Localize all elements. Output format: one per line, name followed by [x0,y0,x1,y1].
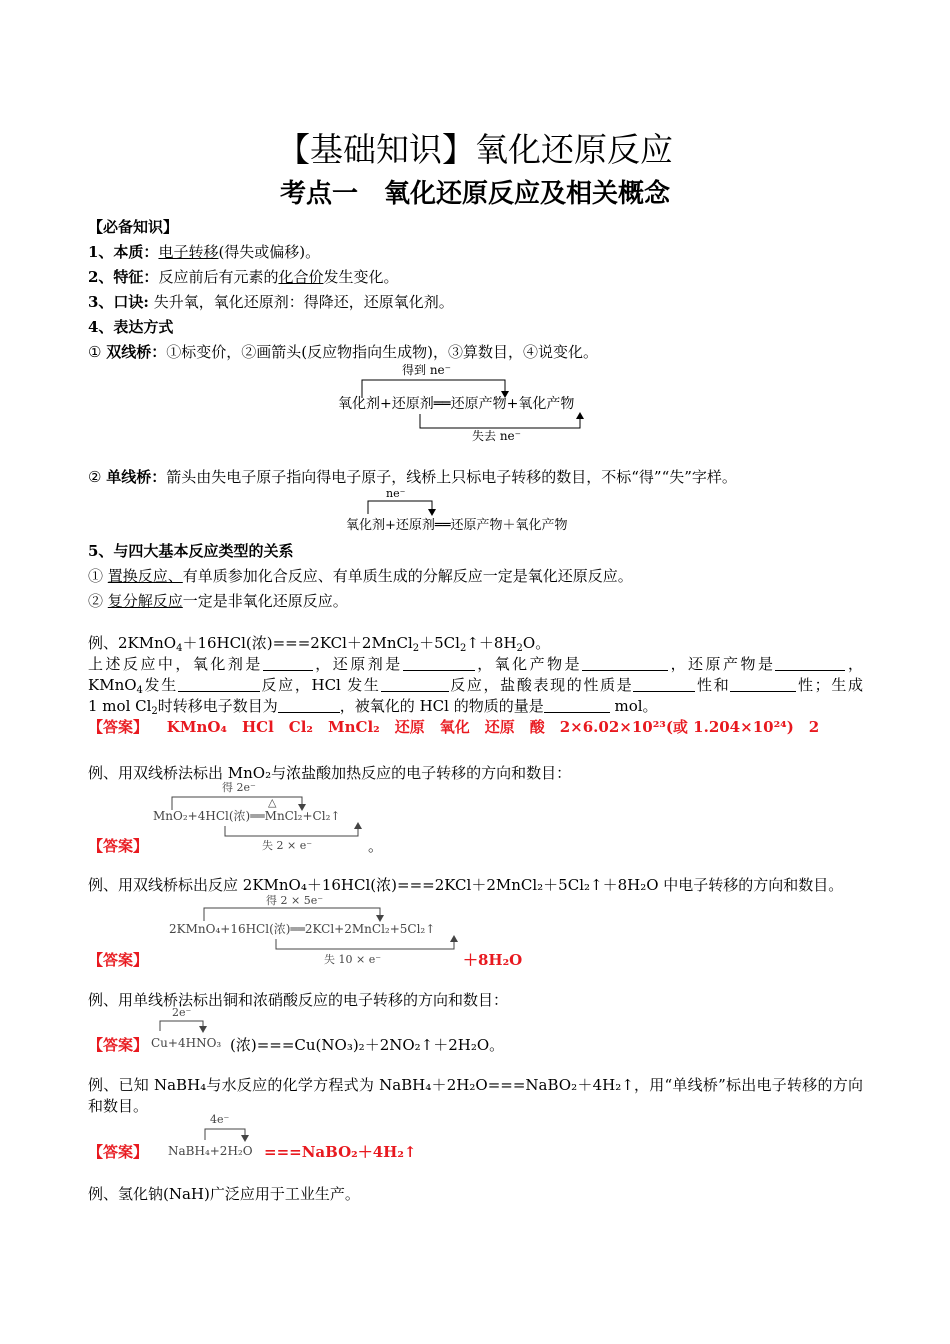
ex3-top-arrowhead [376,915,384,922]
point-5a-text: 有单质参加化合反应、有单质生成的分解反应一定是氧化还原反应。 [182,567,633,585]
example-3-text: 例、用双线桥标出反应 2KMnO₄＋16HCl(浓)===2KCl＋2MnCl₂＋5Cl₂↑＋8H₂O 中电子转移的方向和数目。 [88,876,844,894]
ex1-sub: 4 [176,643,183,654]
ex1-q-text: 上述反应中，氧化剂是 [88,655,263,673]
point-2-label: 2、特征： [88,268,159,286]
diagram-2-bridge [368,501,432,514]
answer-blank[interactable] [544,697,610,713]
ex1-q-text: KMnO [88,676,137,694]
ex1-q-text: 时转移电子数目为 [157,697,278,715]
double-bridge-diagram [330,360,630,446]
point-4b-text: 箭头由失电子原子指向得电子原子，线桥上只标电子转移的数目，不标“得”“失”字样。 [166,468,737,486]
point-1-term: 电子转移 [158,243,219,261]
ex5-equation: NaBH₄+2H₂O [168,1144,253,1158]
ex1-q-text: 性；生成 [796,676,863,694]
example-2-answer [88,836,863,857]
diagram-2-top-label: ne⁻ [386,487,406,500]
point-5a [88,566,863,587]
example-1-question-line-2 [88,675,863,696]
ex2-bottom-arrowhead [354,822,362,829]
answer-label: 【答案】 [88,1036,149,1054]
ex1-q-text: 性和 [695,676,731,694]
answer-blank[interactable] [633,676,695,692]
ex4-equation: Cu+4HNO₃ [151,1036,222,1050]
ex3-top-bridge [204,908,380,921]
point-3-text: 失升氧，氧化还原剂：得降还，还原氧化剂。 [148,293,454,311]
example-1-question-line-1 [88,654,863,675]
example-1-answer [88,717,863,738]
ex3-tail: ＋8H₂O [463,951,523,969]
ex2-top-label: 得 2e⁻ [222,781,256,794]
answer-blank[interactable] [403,655,475,671]
ex1-q-text: ，被氧化的 HCl 的物质的量是 [339,697,544,715]
answer-label: 【答案】 [88,951,149,969]
diagram-2-equation: 氧化剂+还原剂══还原产物＋氧化产物 [346,518,568,533]
single-bridge-diagram [340,486,620,534]
answer-blank[interactable] [582,655,668,671]
ex3-bottom-bridge [276,939,454,949]
ex1-q-text: ，还原产物是 [668,655,776,673]
ex3-bottom-label: 失 10 × e⁻ [324,953,382,966]
ex1-sub: 2 [459,643,467,654]
ex2-tail: 。 [368,837,384,855]
ex1-sub: 2 [151,706,158,717]
diagram-1-equation: 氧化剂+还原剂══还原产物+氧化产物 [338,396,575,412]
answer-blank[interactable] [178,676,260,692]
point-2 [88,267,863,288]
example-1-question-line-3 [88,696,863,717]
point-5: 5、与四大基本反应类型的关系 [88,542,294,560]
diagram-1-bottom-bridge [420,414,580,428]
ex4-bridge [160,1021,203,1031]
page-subtitle: 考点一 氧化还原反应及相关概念 [279,179,670,209]
point-5b-term: 复分解反应 [107,592,183,610]
ex1-eq-part: ＋16HCl(浓)===2KCl＋2MnCl [182,634,413,652]
ex1-eq-part: ＋5Cl [419,634,460,652]
diagram-1-bottom-label: 失去 ne⁻ [472,429,521,443]
point-5b [88,591,863,612]
example-1-equation [88,633,863,654]
ex1-q-text: ，还原剂是 [312,655,403,673]
answer-blank[interactable] [278,697,340,713]
ex4-arrowhead [199,1026,207,1033]
point-4a-text: ①标变价，②画箭头(反应物指向生成物)，③算数目，④说变化。 [166,343,598,361]
ex2-bottom-bridge [225,826,358,836]
answer-label: 【答案】 [88,718,149,736]
ex3-equation: 2KMnO₄+16HCl(浓)══2KCl+2MnCl₂+5Cl₂↑ [169,922,436,936]
ex1-sub: 2 [516,643,523,654]
ex1-q-text: mol。 [609,697,658,715]
answer-blank[interactable] [263,655,313,671]
ex3-bottom-arrowhead [450,935,458,942]
ex1-q-text: 反应，HCl 发生 [259,676,381,694]
point-1 [88,242,863,263]
point-3 [88,292,863,313]
ex1-q-text: 1 mol Cl [88,697,152,715]
ex2-delta: △ [268,796,277,809]
point-2-text: 发生变化。 [323,268,399,286]
ex1-sub: 4 [136,685,143,696]
ex1-q-text: ，氧化产物是 [474,655,583,673]
point-1-label: 1、本质： [88,243,159,261]
point-4b-marker: ② [88,468,107,486]
point-5a-term: 置换反应、 [107,567,183,585]
point-2-term: 化合价 [278,268,324,286]
ex2-equation: MnO₂+4HCl(浓)══MnCl₂+Cl₂↑ [153,809,341,823]
answer-label: 【答案】 [88,1143,149,1161]
ex5-text: 例、已知 NaBH₄与水反应的化学方程式为 NaBH₄＋2H₂O===NaBO₂＋4H₂↑，用“单线桥”标出电子转移的方向和数目。 [88,1076,863,1115]
point-4b-label: 单线桥： [106,468,167,486]
section-heading: 【必备知识】 [88,218,179,236]
point-4b [88,467,863,488]
ex2-bottom-label: 失 2 × e⁻ [262,839,313,852]
point-5a-marker: ① [88,567,108,585]
point-5b-marker: ② [88,592,108,610]
ex1-q-text: ， [845,655,863,673]
answer-blank[interactable] [381,676,449,692]
example-5-text-line-1 [88,1075,863,1117]
ex5-tail: ===NaBO₂＋4H₂↑ [264,1143,417,1161]
ex1-eq-part: O。 [522,634,551,652]
point-2-pre: 反应前后有元素的 [158,268,279,286]
ex3-top-label: 得 2 × 5e⁻ [266,894,324,907]
diagram-2-arrowhead [428,509,436,516]
point-4: 4、表达方式 [88,318,174,336]
ex1-sub: 2 [412,643,420,654]
ex5-arrowhead [241,1135,249,1142]
example-2-text: 例、用双线桥法标出 MnO₂与浓盐酸加热反应的电子转移的方向和数目： [88,764,572,782]
answer-blank[interactable] [775,655,845,671]
point-1-text: (得失或偏移)。 [218,243,321,261]
ex4-tail: (浓)===Cu(NO₃)₂＋2NO₂↑＋2H₂O。 [230,1036,505,1054]
answer-blank[interactable] [730,676,796,692]
example-4-text: 例、用单线桥法标出铜和浓硝酸反应的电子转移的方向和数目： [88,991,509,1009]
answer-text: KMnO₄ HCl Cl₂ MnCl₂ 还原 氧化 还原 酸 2×6.02×10²³(或 1.204×10²⁴) 2 [166,718,820,736]
ex1-q-text: 反应，盐酸表现的性质是 [448,676,634,694]
point-3-label: 3、口诀: [88,293,149,311]
diagram-1-top-label: 得到 ne⁻ [402,363,451,377]
page-title: 【基础知识】氧化还原反应 [277,130,673,169]
ex4-top-label: 2e⁻ [172,1006,192,1019]
ex5-bridge [205,1129,245,1140]
ex1-eq-part: 例、2KMnO [88,634,177,652]
example-3-answer [88,950,863,971]
answer-label: 【答案】 [88,837,149,855]
point-4a-marker: ① [88,343,107,361]
example-4-diagram [150,1005,230,1053]
ex5-top-label: 4e⁻ [210,1113,230,1126]
point-5b-text: 一定是非氧化还原反应。 [182,592,348,610]
ex1-eq-part: ↑＋8H [466,634,517,652]
diagram-1-bottom-arrowhead [576,412,584,419]
ex1-q-text: 发生 [142,676,178,694]
example-5-answer [88,1142,863,1163]
point-4a-label: 双线桥： [106,343,167,361]
example-6-text: 例、氢化钠(NaH)广泛应用于工业生产。 [88,1185,360,1203]
